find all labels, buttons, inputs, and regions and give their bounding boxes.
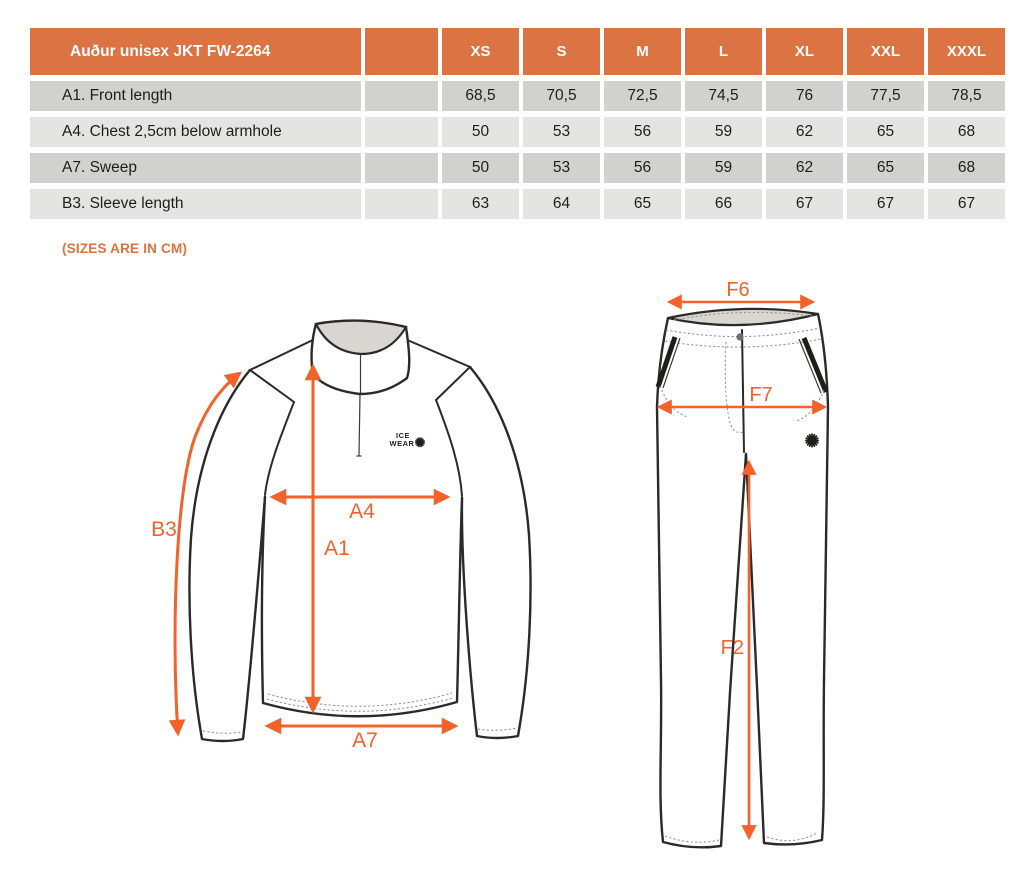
snowflake-icon: ✺: [414, 435, 426, 450]
measurement-value: 56: [604, 117, 681, 147]
measurement-value: 68: [928, 117, 1005, 147]
measurement-value: 65: [604, 189, 681, 219]
measurement-value: 74,5: [685, 81, 762, 111]
measurement-value: 56: [604, 153, 681, 183]
measurement-value: 53: [523, 153, 600, 183]
table-title: Auður unisex JKT FW-2264: [30, 28, 361, 75]
snowflake-icon: ✺: [804, 431, 820, 451]
size-header-xxl: XXL: [847, 28, 924, 75]
raglan-seam-right: [436, 400, 462, 496]
measurement-value: 72,5: [604, 81, 681, 111]
jacket-body: [262, 497, 462, 716]
waistband-opening: [668, 309, 818, 325]
measurement-value: 50: [442, 153, 519, 183]
shoulder-seam-left: [250, 338, 317, 402]
measurement-value: 76: [766, 81, 843, 111]
measurement-label: A1. Front length: [30, 81, 361, 111]
measurement-value: 70,5: [523, 81, 600, 111]
icewear-logo-line2: WEAR: [389, 439, 415, 448]
jacket-right-sleeve: [462, 367, 531, 738]
waist-button: [736, 333, 743, 340]
measurement-value: 65: [847, 117, 924, 147]
measurement-value: 63: [442, 189, 519, 219]
measurement-value: 50: [442, 117, 519, 147]
measurement-value: 68: [928, 153, 1005, 183]
measurement-value: 67: [766, 189, 843, 219]
measurement-value: 59: [685, 153, 762, 183]
measurement-value: 64: [523, 189, 600, 219]
label-f7: F7: [749, 384, 773, 406]
label-a4: A4: [349, 500, 375, 523]
size-header-xl: XL: [766, 28, 843, 75]
jacket-diagram: [140, 290, 590, 760]
measurement-value: 67: [928, 189, 1005, 219]
fly-j-stitch: [725, 342, 743, 433]
measurement-value: 59: [685, 117, 762, 147]
shoulder-seam-right: [405, 339, 470, 400]
raglan-seam-left: [265, 402, 294, 495]
spacer-cell: [365, 117, 438, 147]
spacer-cell: [365, 81, 438, 111]
size-header-l: L: [685, 28, 762, 75]
size-header-m: M: [604, 28, 681, 75]
label-f6: F6: [726, 280, 750, 301]
size-table: [30, 28, 1005, 219]
pants-left-leg: [657, 318, 746, 847]
pants-diagram: [630, 280, 1030, 880]
size-header-xs: XS: [442, 28, 519, 75]
measurement-value: 66: [685, 189, 762, 219]
size-header-s: S: [523, 28, 600, 75]
measurement-value: 78,5: [928, 81, 1005, 111]
header-spacer-cell: [365, 28, 438, 75]
label-a1: A1: [324, 537, 350, 560]
zipper-line: [359, 394, 360, 456]
label-b3: B3: [151, 518, 177, 541]
fly-line: [742, 330, 744, 452]
size-header-xxxl: XXXL: [928, 28, 1005, 75]
measurement-label: A4. Chest 2,5cm below armhole: [30, 117, 361, 147]
spacer-cell: [365, 189, 438, 219]
measurement-label: B3. Sleeve length: [30, 189, 361, 219]
measurement-value: 62: [766, 153, 843, 183]
measurement-value: 62: [766, 117, 843, 147]
measurement-value: 53: [523, 117, 600, 147]
measurement-value: 68,5: [442, 81, 519, 111]
label-f2: F2: [720, 637, 744, 659]
label-a7: A7: [352, 729, 378, 752]
sizes-note: (SIZES ARE IN CM): [62, 241, 188, 256]
measurement-value: 65: [847, 153, 924, 183]
spacer-cell: [365, 153, 438, 183]
measurement-value: 67: [847, 189, 924, 219]
icewear-logo-line1: ICE: [395, 431, 411, 440]
measurement-label: A7. Sweep: [30, 153, 361, 183]
measurement-value: 77,5: [847, 81, 924, 111]
